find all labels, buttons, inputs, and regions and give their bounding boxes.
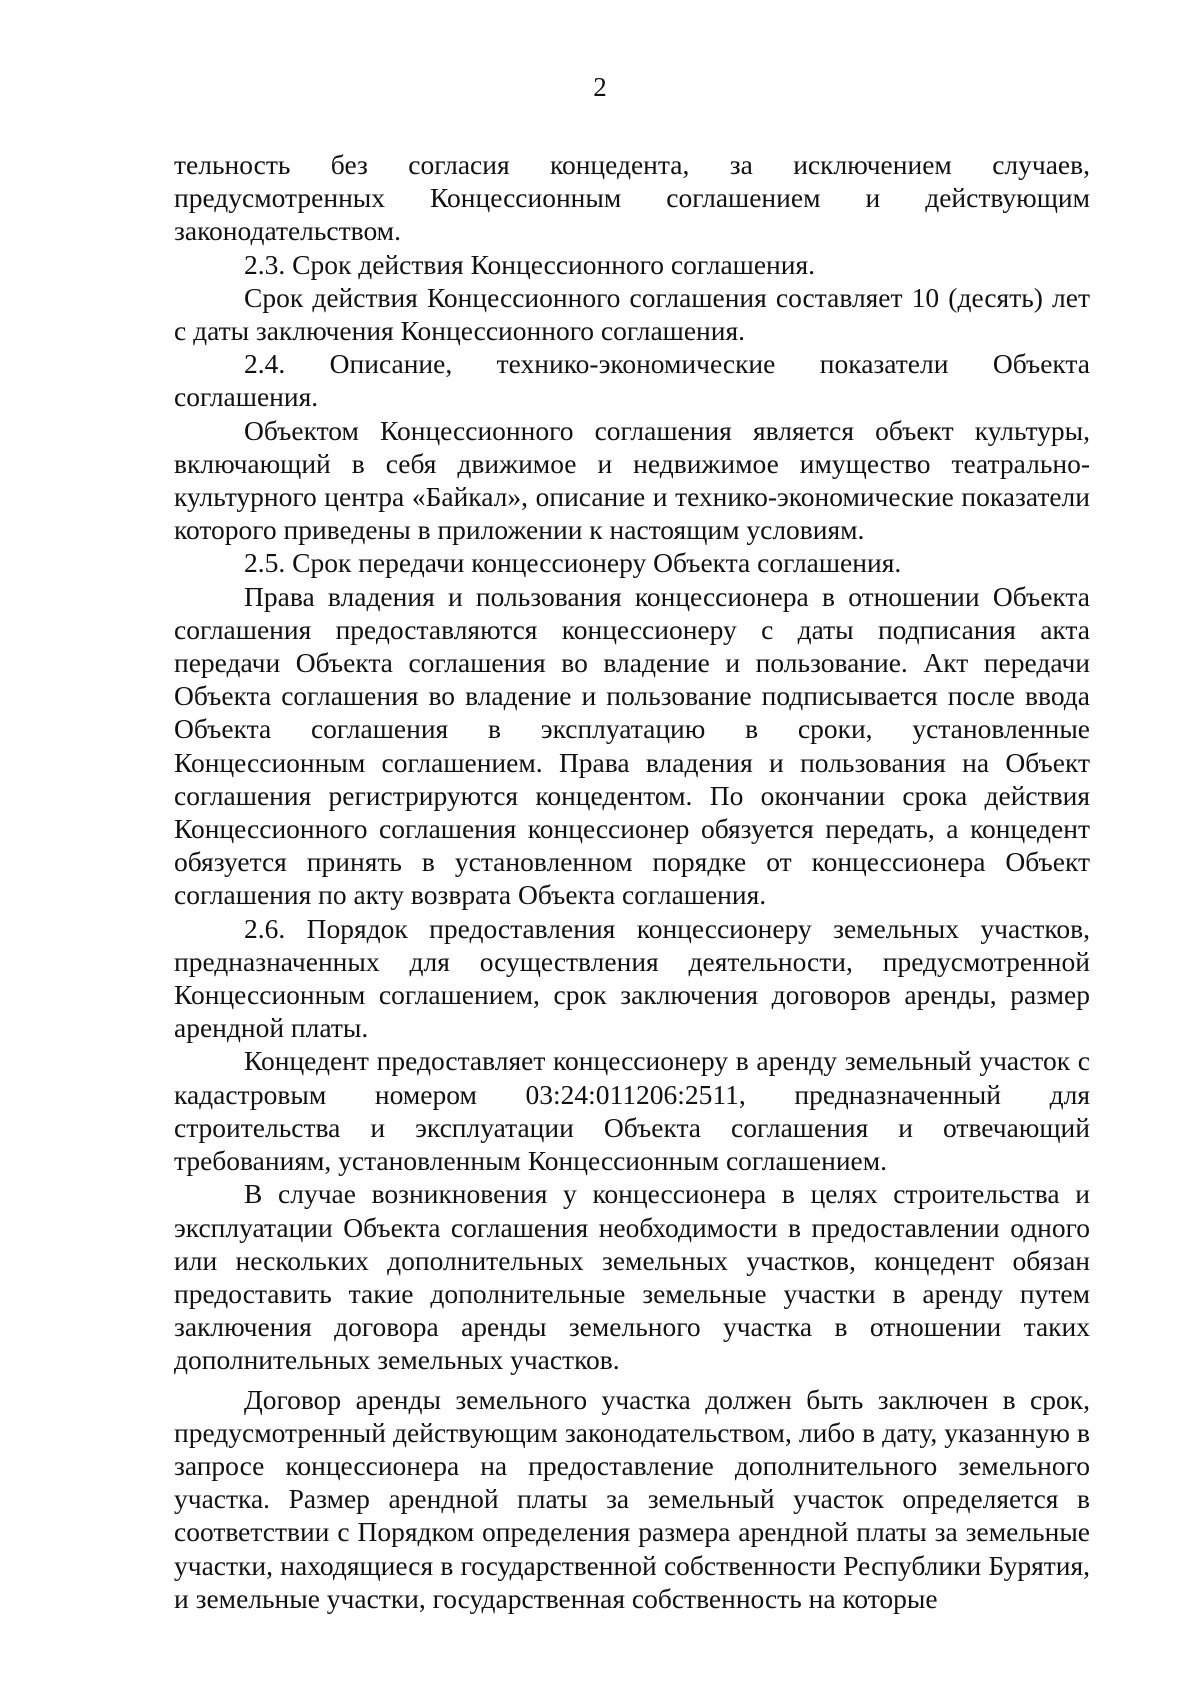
paragraph: Срок действия Концессионного соглашения составляет 10 (десять) лет с даты заключения Концессионного соглашения. (174, 281, 1090, 347)
paragraph: Концедент предоставляет концессионеру в аренду земельный участок с кадастровым номером 03:24:011206:2511, предназначенный для строительства и эксплуатации Объекта соглашения и отвечающий требованиям, установленным Концессионным соглашением. (174, 1045, 1090, 1177)
paragraph: Объектом Концессионного соглашения является объект культуры, включающий в себя движимое и недвижимое имущество театрально-культурного центра «Байкал», описание и технико-экономические показатели которого приведены в приложении к настоящим условиям. (174, 414, 1090, 546)
section-heading-2-5: 2.5. Срок передачи концессионеру Объекта соглашения. (244, 547, 902, 579)
paragraph-continuation: тельность без согласия концедента, за исключением случаев, предусмотренных Концессионным соглашением и действующим законодательством. (174, 149, 1090, 247)
section-heading-2-6: 2.6. Порядок предоставления концессионеру земельных участков, предназначенных для осуществления деятельности, предусмотренной Концессионным соглашением, срок заключения договоров аренды, размер арендной платы. (174, 912, 1090, 1044)
page-number: 2 (593, 72, 607, 102)
section-heading-2-3: 2.3. Срок действия Концессионного соглашения. (244, 248, 816, 280)
paragraph: Права владения и пользования концессионера в отношении Объекта соглашения предоставляются концессионеру с даты подписания акта передачи Объекта соглашения во владение и пользование. Акт передачи Объекта соглашения во владение и пользование подписывается после ввода Объекта соглашения в эксплуатацию в сроки, установленные Концессионным соглашением. Права владения и пользования на Объект соглашения регистрируются концедентом. По окончании срока действия Концессионного соглашения концессионер обязуется передать, а концедент обязуется принять в установленном порядке от концессионера Объект соглашения по акту возврата Объекта соглашения. (174, 580, 1090, 911)
document-body (174, 148, 1090, 1615)
paragraph: Договор аренды земельного участка должен быть заключен в срок, предусмотренный действующим законодательством, либо в дату, указанную в запросе концессионера на предоставление дополнительного земельного участка. Размер арендной платы за земельный участок определяется в соответствии с Порядком определения размера арендной платы за земельные участки, находящиеся в государственной собственности Республики Бурятия, и земельные участки, государственная собственность на которые (174, 1383, 1090, 1614)
section-heading-2-4: 2.4. Описание, технико-экономические показатели Объекта соглашения. (174, 348, 1090, 413)
paragraph: В случае возникновения у концессионера в целях строительства и эксплуатации Объекта соглашения необходимости в предоставлении одного или нескольких дополнительных земельных участков, концедент обязан предоставить такие дополнительные земельные участки в аренду путем заключения договора аренды земельного участка в отношении таких дополнительных земельных участков. (174, 1178, 1090, 1376)
